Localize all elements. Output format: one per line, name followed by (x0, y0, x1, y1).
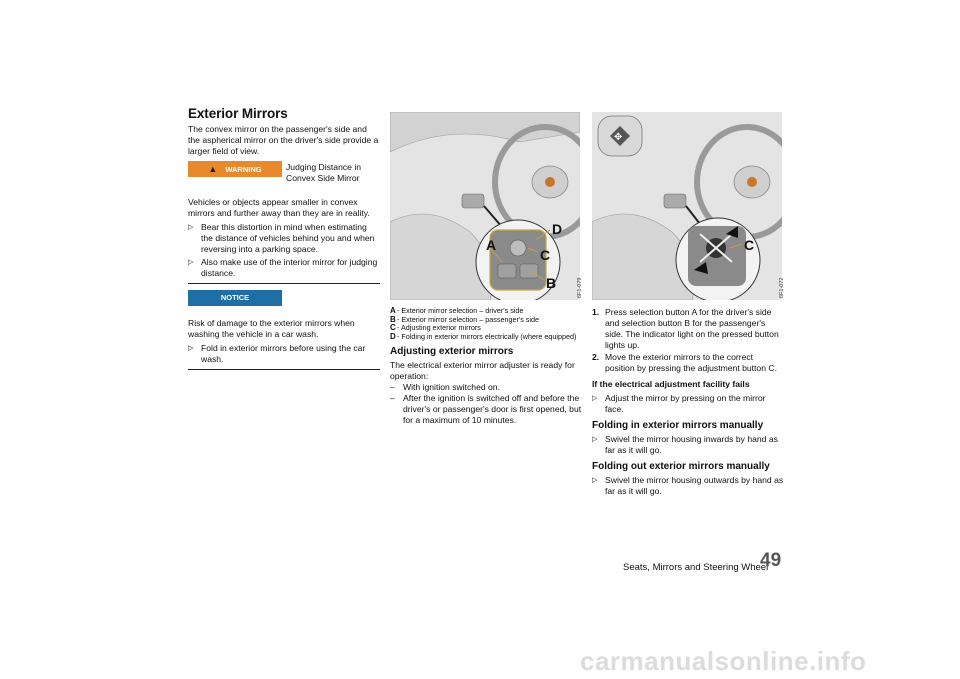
section-heading: Folding in exterior mirrors manually (592, 420, 764, 431)
warning-heading: Judging Distance in Convex Side Mirror (286, 162, 362, 183)
bullet-arrow-icon: ▷ (188, 345, 194, 352)
bullet-text: Also make use of the interior mirror for judging distance. (201, 257, 378, 278)
bullet-arrow-icon: ▷ (592, 436, 598, 443)
step-text: Move the exterior mirrors to the correct position by pressing the adjustment button C. (605, 352, 777, 373)
list-item (592, 434, 784, 456)
caption-text: - Exterior mirror selection – passenger's side (397, 314, 539, 324)
caption-row (390, 333, 582, 342)
step-item (592, 307, 784, 351)
bullet-arrow-icon: ▷ (188, 224, 194, 231)
bullet-text: Fold in exterior mirrors before using the car wash. (201, 343, 366, 364)
cross-arrows-icon: ✥ (614, 132, 623, 143)
footer-section-title: Seats, Mirrors and Steering Wheel (623, 562, 769, 573)
divider (188, 369, 380, 370)
dash-marker: – (390, 382, 395, 393)
list-item (592, 475, 784, 497)
intro-text: The convex mirror on the passenger's side and the aspherical mirror on the driver's side provide a larger field of view. (188, 124, 379, 156)
step-number: 1. (592, 307, 600, 317)
caption-key: A (390, 306, 396, 315)
door-panel-illustration (592, 112, 782, 300)
bullet-arrow-icon: ▷ (188, 259, 194, 266)
label-c: C (744, 237, 755, 253)
caption-text: - Folding in exterior mirrors electrically (where equipped) (397, 331, 577, 341)
list-item (390, 393, 582, 426)
warning-tag (188, 161, 282, 177)
column-3 (592, 307, 784, 499)
page-number: 49 (760, 550, 782, 571)
bullet-text: Swivel the mirror housing outwards by hand as far as it will go. (605, 475, 784, 496)
caption-key: C (390, 323, 396, 333)
column-2 (390, 307, 582, 426)
caption-key: B (390, 314, 396, 324)
column-1 (188, 124, 380, 376)
step-item (592, 352, 784, 374)
bullet-arrow-icon: ▷ (592, 395, 598, 402)
list-item (390, 382, 582, 393)
list-item (592, 393, 784, 415)
section-intro: The electrical exterior mirror adjuster is ready for operation: (390, 360, 575, 382)
item-text: After the ignition is switched off and before the driver's or passenger's door is first opened, but for a maximum of 10 minutes. (403, 393, 582, 426)
fail-heading: If the electrical adjustment facility fails (592, 379, 750, 389)
caption-key: D (390, 331, 396, 341)
notice-tag: NOTICE (188, 290, 282, 306)
caption-text: - Adjusting exterior mirrors (397, 323, 481, 333)
warning-tag-label: WARNING (225, 165, 262, 174)
list-item (188, 222, 380, 255)
figure-captions (390, 307, 582, 341)
bullet-text: Adjust the mirror by pressing on the mirror face. (605, 393, 766, 414)
label-b: B (546, 275, 557, 291)
list-item (188, 343, 380, 365)
section-heading: Adjusting exterior mirrors (390, 346, 514, 358)
label-c: C (540, 247, 551, 263)
label-a: A (486, 237, 497, 253)
list-item (188, 257, 380, 279)
figure-mirror-adjust (592, 112, 782, 300)
item-text: With ignition switched on. (403, 382, 500, 393)
figure-code: 6F1-072 (779, 277, 785, 298)
watermark: carmanualsonline.info (580, 646, 867, 676)
notice-body: Risk of damage to the exterior mirrors when washing the vehicle in a car wash. (188, 318, 355, 339)
step-number: 2. (592, 352, 600, 362)
page-title: Exterior Mirrors (188, 106, 288, 121)
warning-body: Vehicles or objects appear smaller in convex mirrors and further away than they are in reality. (188, 197, 370, 218)
dash-marker: – (390, 393, 395, 404)
notice-box (188, 290, 380, 312)
bullet-text: Swivel the mirror housing inwards by hand as far as it will go. (605, 434, 778, 455)
section-heading: Folding out exterior mirrors manually (592, 461, 770, 472)
label-d: D (552, 221, 563, 237)
figure-mirror-controls (390, 112, 580, 300)
warning-box (188, 161, 380, 191)
bullet-text: Bear this distortion in mind when estimating the distance of vehicles behind you and when reversing into a parking space. (201, 222, 375, 254)
door-panel-illustration (390, 112, 580, 300)
warning-triangle-icon: ▲ (208, 164, 218, 174)
caption-text: - Exterior mirror selection – driver's side (397, 306, 524, 315)
step-text: Press selection button A for the driver's side and selection button B for the passenger's side. The indicator light on the pressed button lights up. (605, 307, 779, 350)
bullet-arrow-icon: ▷ (592, 477, 598, 484)
divider (188, 283, 380, 284)
figure-code: 6F1-079 (577, 277, 583, 298)
